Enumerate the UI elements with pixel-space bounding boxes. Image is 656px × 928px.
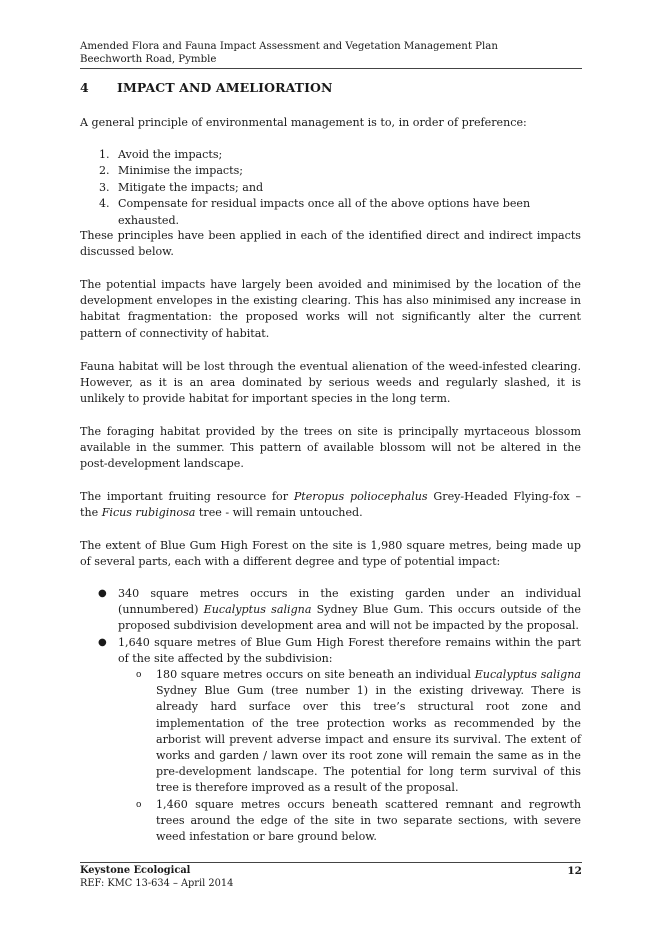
list-number: 1. bbox=[99, 148, 110, 161]
paragraph-fauna-habitat: Fauna habitat will be lost through the eventual alienation of the weed-infested clearing. However, as it is an area dominated by serious weeds and regularly slashed, it is unlikely to provide habitat for important species in the long term. bbox=[80, 360, 581, 406]
paragraph-foraging-habitat: The foraging habitat provided by the trees on site is principally myrtaceous blossom available in the summer. This pattern of available blossom will not be altered in the post-development landscape. bbox=[80, 425, 581, 471]
footer-divider bbox=[80, 862, 582, 863]
list-number: 4. bbox=[99, 197, 110, 211]
list-item bbox=[80, 147, 581, 163]
text-run: Grey-Headed Flying-fox – the bbox=[80, 490, 581, 520]
section-heading bbox=[80, 80, 333, 95]
bullet-icon: ● bbox=[98, 636, 107, 648]
list-text: Minimise the impacts; bbox=[118, 164, 244, 178]
header-divider bbox=[80, 68, 582, 69]
running-header bbox=[80, 40, 582, 66]
list-item bbox=[80, 196, 581, 229]
text-run: 1,460 square metres occurs beneath scattered remnant and regrowth trees around the edge of the site in two separate sections, with severe weed infestation or bare ground below. bbox=[156, 797, 581, 844]
footer-reference: REF: KMC 13-634 – April 2014 bbox=[80, 877, 234, 889]
header-address: Beechworth Road, Pymble bbox=[80, 54, 217, 65]
list-item bbox=[80, 163, 581, 179]
list-text: Compensate for residual impacts once all of the above options have been exhausted. bbox=[118, 197, 531, 227]
sub-bullet-item bbox=[118, 667, 581, 797]
paragraph-impacts-avoided: The potential impacts have largely been avoided and minimised by the location of the development envelopes in the existing clearing. This has also minimised any increase in habitat fragmentation: the proposed works will not significantly alter the current pattern of connectivity of habitat. bbox=[80, 278, 581, 340]
header-title: Amended Flora and Fauna Impact Assessment and Vegetation Management Plan bbox=[80, 41, 498, 52]
intro-paragraph: A general principle of environmental management is to, in order of preference: bbox=[80, 116, 527, 129]
text-run: 340 square metres occurs in the existing garden under an individual (unnumbered) bbox=[118, 587, 581, 617]
bullet-item bbox=[80, 586, 581, 635]
impact-bullet-list bbox=[80, 586, 581, 845]
text-run: tree - will remain untouched. bbox=[195, 506, 363, 520]
list-text: Mitigate the impacts; and bbox=[118, 180, 264, 194]
principles-list bbox=[80, 147, 581, 229]
paragraph-principles-applied: These principles have been applied in each of the identified direct and indirect impacts discussed below. bbox=[80, 229, 581, 259]
paragraph-fruiting-resource bbox=[80, 489, 581, 521]
sub-bullet-list bbox=[118, 667, 581, 845]
text-run: Sydney Blue Gum (tree number 1) in the existing driveway. There is already hard surface over this tree’s structural root zone and implementation of the tree protection works as recommended by the arborist will prevent adverse impact and ensure its survival. The extent of works and garden / lawn over its root zone will remain the same as in the pre-development landscape. The potential for long term survival of this tree is therefore improved as a result of the proposal. bbox=[156, 684, 581, 795]
text-run: 1,640 square metres of Blue Gum High Forest therefore remains within the part of the site affected by the subdivision: bbox=[118, 635, 581, 665]
text-run: The important fruiting resource for bbox=[80, 490, 294, 503]
list-number: 2. bbox=[99, 164, 110, 178]
text-run: Sydney Blue Gum. This occurs outside of the proposed subdivision development area and will not be impacted by the proposal. bbox=[118, 603, 581, 633]
bullet-icon: ● bbox=[98, 588, 107, 599]
section-number: 4 bbox=[80, 80, 89, 95]
species-name: Eucalyptus saligna bbox=[474, 668, 581, 682]
text-run: 180 square metres occurs on site beneath an individual bbox=[156, 668, 475, 682]
sub-bullet-item bbox=[118, 797, 581, 846]
footer-company: Keystone Ecological bbox=[80, 865, 191, 876]
list-item bbox=[80, 180, 581, 196]
page-number: 12 bbox=[567, 865, 582, 877]
hollow-bullet-icon: o bbox=[136, 670, 142, 681]
paragraph-blue-gum-extent: The extent of Blue Gum High Forest on the site is 1,980 square metres, being made up of several parts, each with a different degree and type of potential impact: bbox=[80, 539, 581, 569]
section-title: IMPACT AND AMELIORATION bbox=[117, 80, 333, 95]
footer bbox=[80, 865, 233, 890]
hollow-bullet-icon: o bbox=[136, 799, 142, 810]
species-name: Pteropus poliocephalus bbox=[293, 490, 428, 503]
list-number: 3. bbox=[99, 180, 110, 194]
list-text: Avoid the impacts; bbox=[118, 148, 223, 161]
species-name: Eucalyptus saligna bbox=[203, 603, 312, 617]
bullet-item bbox=[80, 635, 581, 846]
species-name: Ficus rubiginosa bbox=[101, 506, 196, 520]
